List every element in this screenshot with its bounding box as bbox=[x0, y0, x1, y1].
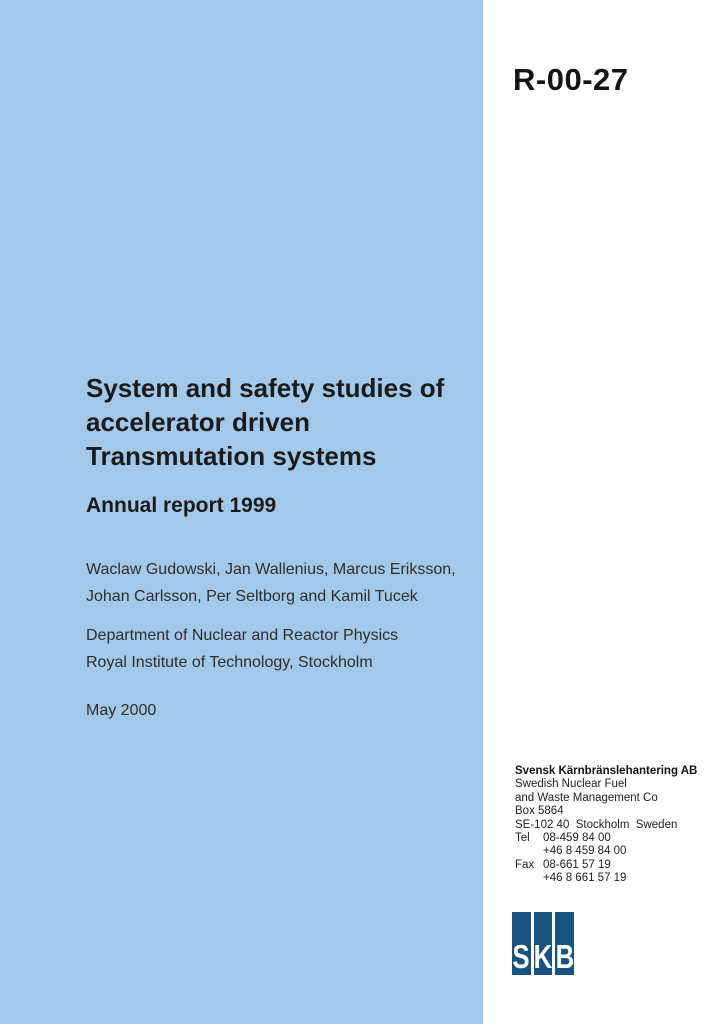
publication-date: May 2000 bbox=[86, 702, 157, 719]
authors-line-2: Johan Carlsson, Per Seltborg and Kamil Tucek bbox=[86, 588, 418, 605]
skb-logo-letter: S bbox=[512, 938, 530, 975]
affiliation-line-2: Royal Institute of Technology, Stockholm bbox=[86, 654, 373, 671]
report-title-line-3: Transmutation systems bbox=[86, 441, 377, 471]
authors-block bbox=[86, 556, 466, 610]
fax-number-1: 08-661 57 19 bbox=[543, 858, 611, 871]
publisher-contact bbox=[515, 832, 715, 886]
tel-number-1: 08-459 84 00 bbox=[543, 832, 611, 845]
publisher-address-line: and Waste Management Co bbox=[515, 791, 658, 804]
skb-logo bbox=[512, 912, 574, 975]
publisher-address-line: Box 5864 bbox=[515, 805, 564, 818]
skb-logo-bar bbox=[555, 912, 574, 975]
tel-label: Tel bbox=[515, 832, 530, 845]
report-title-line-2: accelerator driven bbox=[86, 407, 311, 437]
skb-logo-letter: K bbox=[533, 938, 553, 975]
skb-logo-bar bbox=[512, 912, 531, 975]
fax-number-2: +46 8 661 57 19 bbox=[543, 872, 627, 885]
authors-line-1: Waclaw Gudowski, Jan Wallenius, Marcus Eriksson, bbox=[86, 561, 456, 578]
skb-logo-letter: B bbox=[555, 938, 574, 975]
fax-label: Fax bbox=[515, 858, 535, 871]
publisher-name: Svensk Kärnbränslehantering AB bbox=[515, 765, 698, 777]
report-subtitle: Annual report 1999 bbox=[86, 494, 277, 517]
report-title-line-1: System and safety studies of bbox=[86, 373, 445, 403]
affiliation-line-1: Department of Nuclear and Reactor Physics bbox=[86, 627, 399, 644]
tel-number-2: +46 8 459 84 00 bbox=[543, 845, 627, 858]
affiliation-block bbox=[86, 622, 466, 676]
tel-label-spacer bbox=[515, 845, 543, 858]
publisher-address-line: Swedish Nuclear Fuel bbox=[515, 778, 627, 791]
fax-label-spacer bbox=[515, 872, 543, 885]
publisher-block bbox=[515, 765, 715, 886]
report-title bbox=[86, 371, 466, 473]
report-number: R-00-27 bbox=[513, 62, 629, 97]
skb-logo-bar bbox=[534, 912, 553, 975]
publisher-address-line: SE-102 40 Stockholm Sweden bbox=[515, 818, 678, 831]
